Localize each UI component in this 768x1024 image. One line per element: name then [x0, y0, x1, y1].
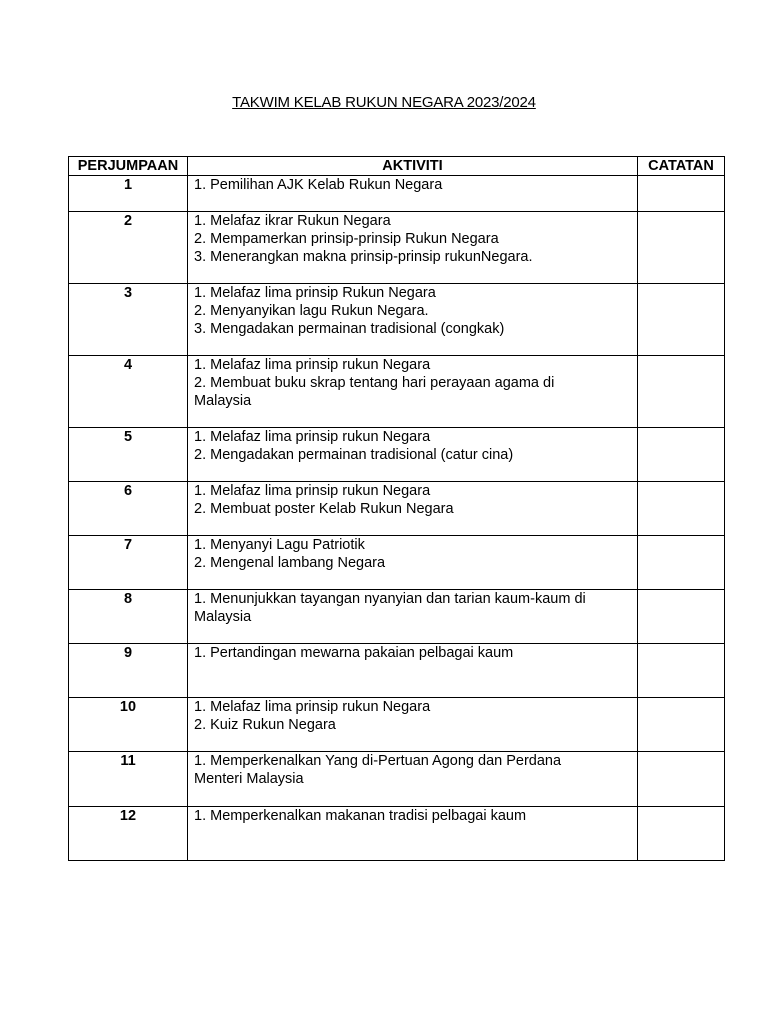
table-row: [69, 176, 725, 212]
perjumpaan-number: 6: [69, 482, 188, 536]
table-row: [69, 807, 725, 861]
aktiviti-line: 1. Melafaz lima prinsip Rukun Negara: [194, 285, 436, 301]
table-row: [69, 590, 725, 644]
perjumpaan-number: 7: [69, 536, 188, 590]
aktiviti-line: 2. Mengenal lambang Negara: [194, 555, 386, 571]
table-header-row: [69, 157, 725, 176]
catatan-cell: [638, 176, 725, 212]
perjumpaan-number: 1: [69, 176, 188, 212]
table-row: [69, 752, 725, 807]
aktiviti-cell: [188, 536, 638, 590]
aktiviti-line: 1. Memperkenalkan makanan tradisi pelbagai kaum: [194, 808, 527, 824]
catatan-cell: [638, 482, 725, 536]
catatan-cell: [638, 284, 725, 356]
catatan-cell: [638, 212, 725, 284]
table-row: [69, 428, 725, 482]
takwim-table: [68, 156, 725, 861]
perjumpaan-number: 11: [69, 752, 188, 807]
aktiviti-cell: [188, 590, 638, 644]
perjumpaan-number: 4: [69, 356, 188, 428]
aktiviti-line: 1. Pertandingan mewarna pakaian pelbagai kaum: [194, 645, 514, 661]
catatan-cell: [638, 428, 725, 482]
catatan-cell: [638, 536, 725, 590]
perjumpaan-number: 9: [69, 644, 188, 698]
catatan-cell: [638, 356, 725, 428]
document-title: TAKWIM KELAB RUKUN NEGARA 2023/2024: [232, 94, 536, 111]
aktiviti-cell: [188, 284, 638, 356]
aktiviti-line: 1. Melafaz lima prinsip rukun Negara: [194, 483, 431, 499]
aktiviti-line: 2. Membuat buku skrap tentang hari perayaan agama di: [194, 375, 555, 391]
perjumpaan-number: 2: [69, 212, 188, 284]
header-catatan: CATATAN: [638, 157, 725, 176]
aktiviti-line: 2. Mempamerkan prinsip-prinsip Rukun Negara: [194, 231, 499, 247]
aktiviti-line: 1. Memperkenalkan Yang di-Pertuan Agong dan Perdana: [194, 753, 562, 769]
aktiviti-cell: [188, 482, 638, 536]
table-row: [69, 212, 725, 284]
aktiviti-line: 2. Menyanyikan lagu Rukun Negara.: [194, 303, 429, 319]
aktiviti-line: 1. Melafaz lima prinsip rukun Negara: [194, 429, 431, 445]
perjumpaan-number: 5: [69, 428, 188, 482]
table-row: [69, 698, 725, 752]
aktiviti-line: 1. Melafaz lima prinsip rukun Negara: [194, 699, 431, 715]
table-row: [69, 482, 725, 536]
table-row: [69, 644, 725, 698]
perjumpaan-number: 3: [69, 284, 188, 356]
table-row: [69, 284, 725, 356]
perjumpaan-number: 8: [69, 590, 188, 644]
catatan-cell: [638, 698, 725, 752]
aktiviti-cell: [188, 428, 638, 482]
aktiviti-line: Malaysia: [194, 609, 252, 625]
aktiviti-line: 2. Kuiz Rukun Negara: [194, 717, 336, 733]
aktiviti-cell: [188, 356, 638, 428]
aktiviti-cell: [188, 176, 638, 212]
aktiviti-line: 1. Menyanyi Lagu Patriotik: [194, 537, 365, 553]
aktiviti-line: 1. Melafaz ikrar Rukun Negara: [194, 213, 391, 229]
catatan-cell: [638, 644, 725, 698]
aktiviti-line: Menteri Malaysia: [194, 771, 304, 787]
aktiviti-cell: [188, 698, 638, 752]
table-body: [69, 176, 725, 861]
header-aktiviti: AKTIVITI: [188, 157, 638, 176]
perjumpaan-number: 12: [69, 807, 188, 861]
aktiviti-cell: [188, 752, 638, 807]
aktiviti-line: 2. Mengadakan permainan tradisional (catur cina): [194, 447, 514, 463]
catatan-cell: [638, 590, 725, 644]
table-row: [69, 356, 725, 428]
aktiviti-line: 1. Melafaz lima prinsip rukun Negara: [194, 357, 431, 373]
aktiviti-line: 2. Membuat poster Kelab Rukun Negara: [194, 501, 454, 517]
aktiviti-cell: [188, 807, 638, 861]
catatan-cell: [638, 752, 725, 807]
aktiviti-cell: [188, 212, 638, 284]
aktiviti-line: 3. Menerangkan makna prinsip-prinsip rukunNegara.: [194, 249, 533, 265]
table-row: [69, 536, 725, 590]
aktiviti-line: 1. Menunjukkan tayangan nyanyian dan tarian kaum-kaum di: [194, 591, 586, 607]
catatan-cell: [638, 807, 725, 861]
aktiviti-cell: [188, 644, 638, 698]
aktiviti-line: 1. Pemilihan AJK Kelab Rukun Negara: [194, 177, 443, 193]
aktiviti-line: Malaysia: [194, 393, 252, 409]
perjumpaan-number: 10: [69, 698, 188, 752]
header-perjumpaan: PERJUMPAAN: [69, 157, 188, 176]
aktiviti-line: 3. Mengadakan permainan tradisional (congkak): [194, 321, 505, 337]
